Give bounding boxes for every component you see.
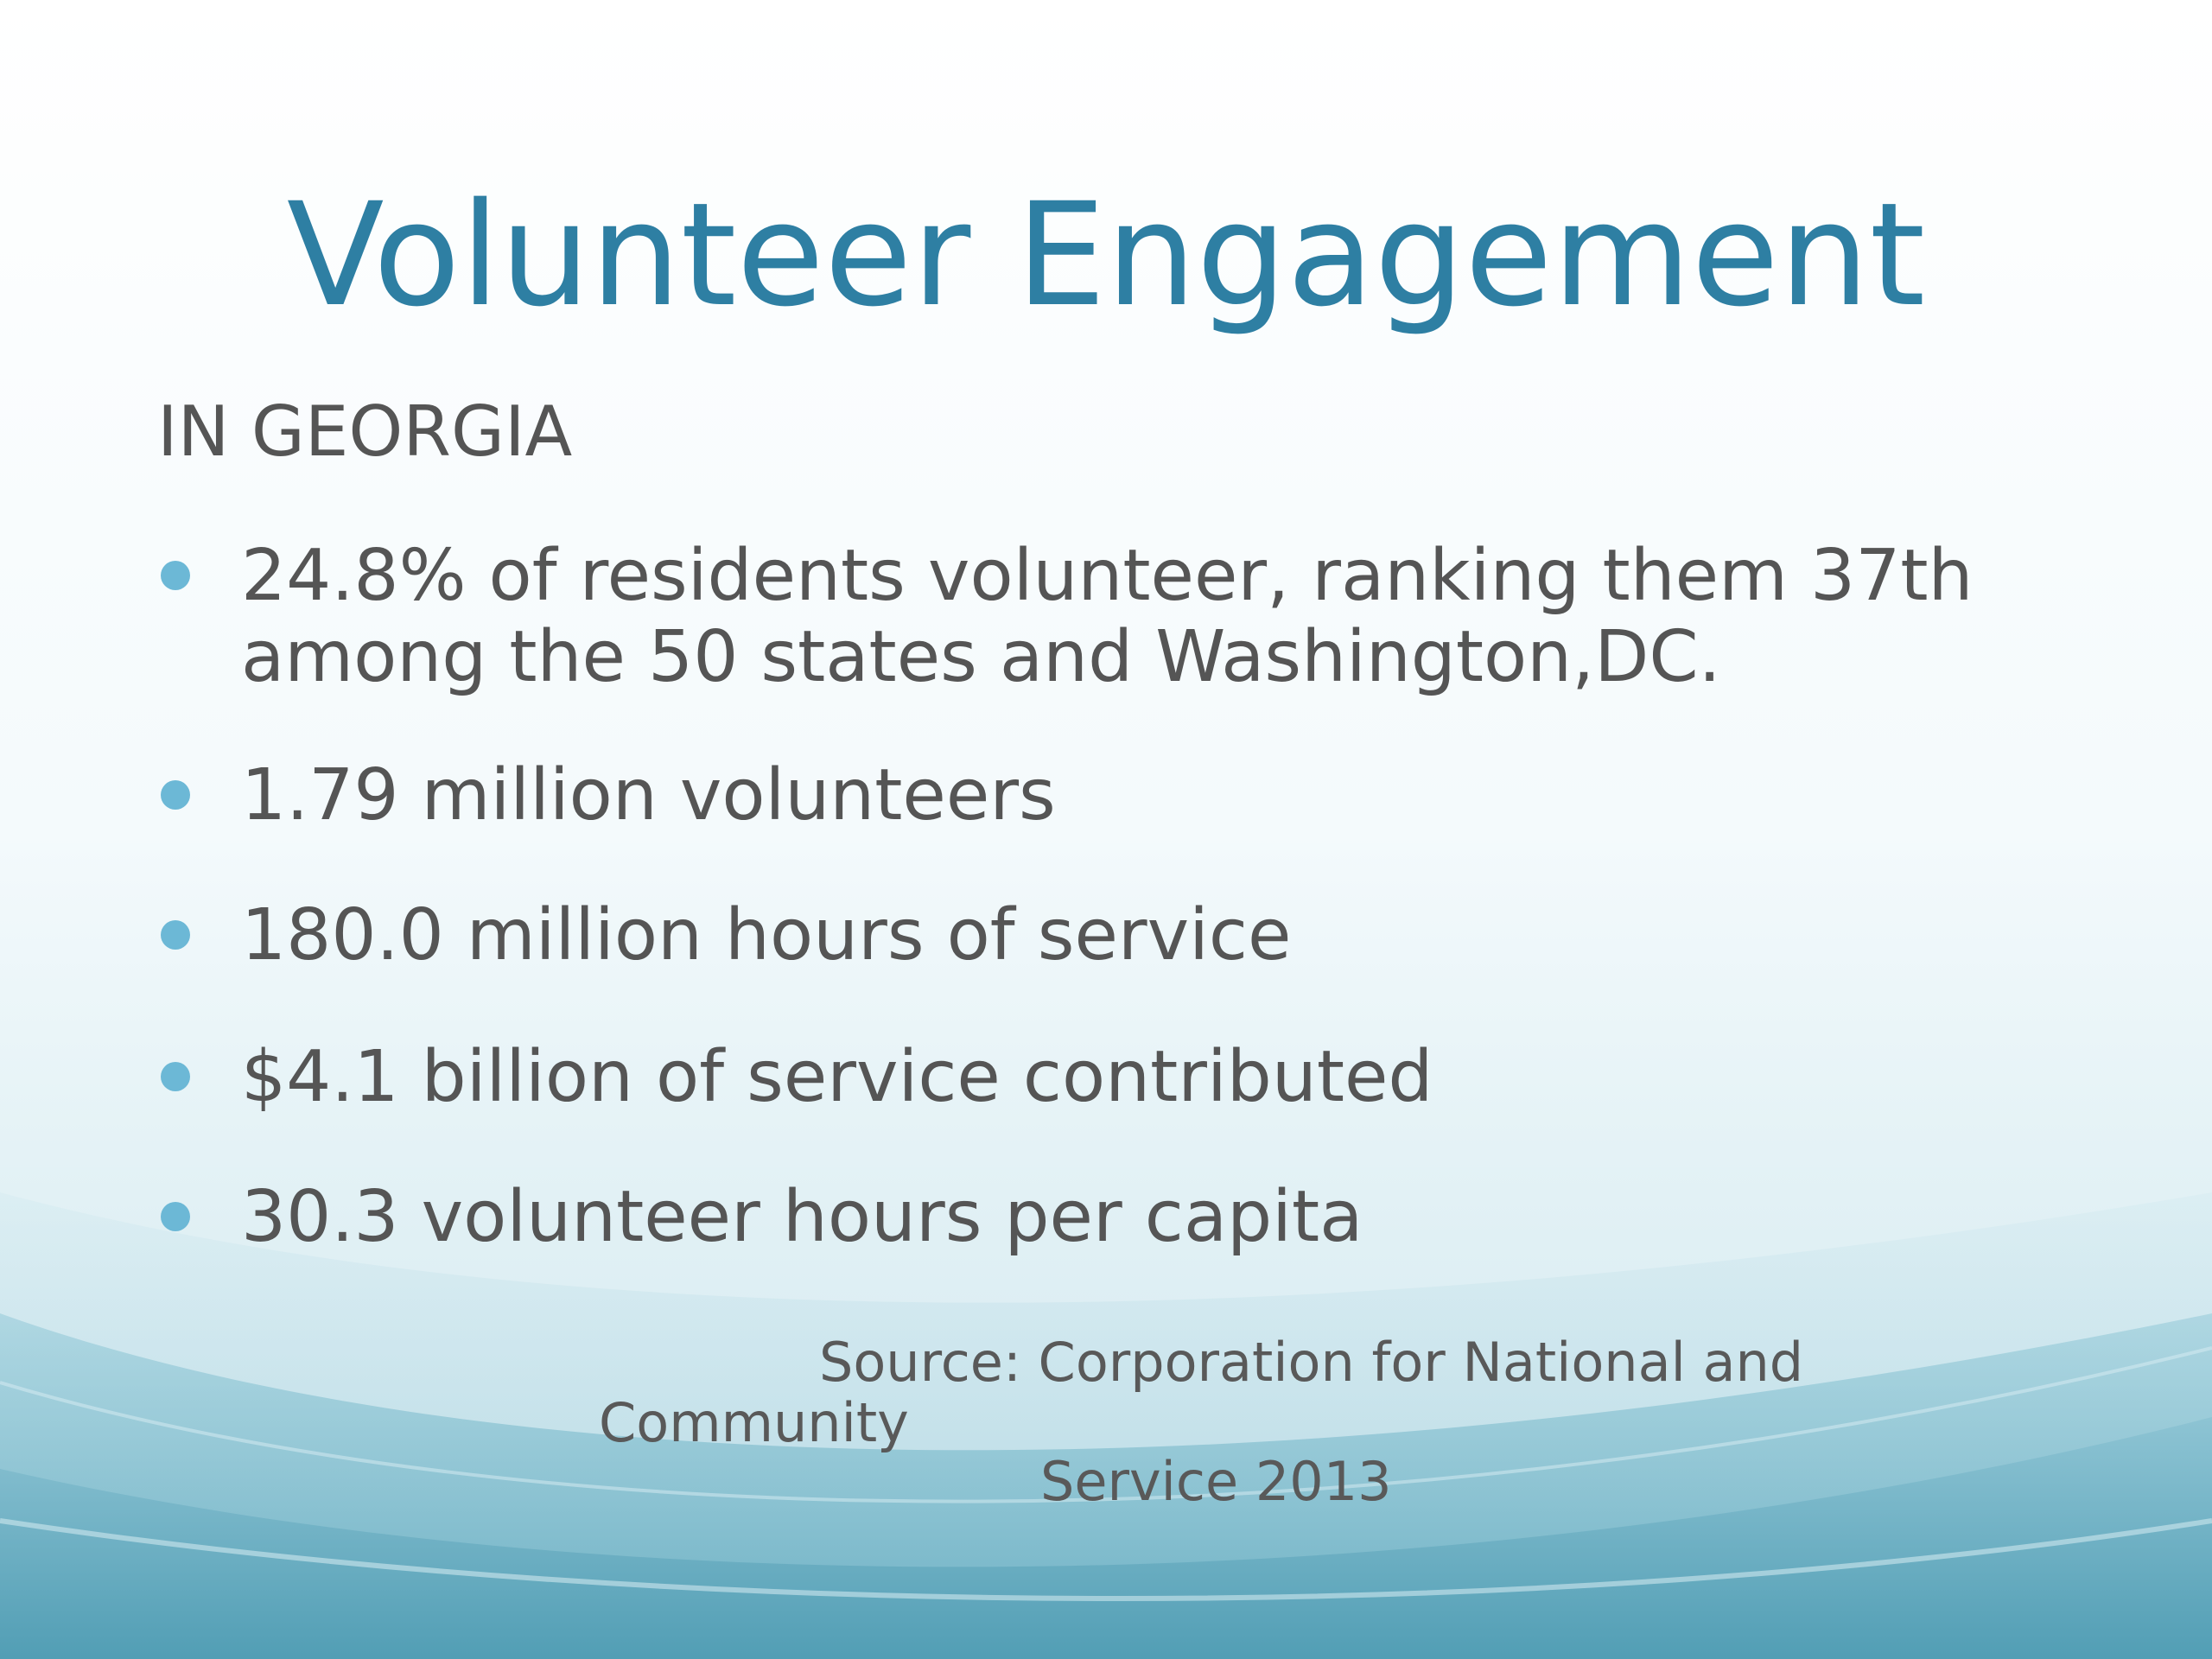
- source-line-2b: Service 2013: [1040, 1450, 1392, 1513]
- source-line-2a: Community: [599, 1391, 909, 1454]
- bullet-text: 1.79 million volunteers: [241, 754, 1056, 836]
- bullet-text: 30.3 volunteer hours per capita: [241, 1176, 1363, 1258]
- bullet-icon: [161, 920, 190, 950]
- bullet-icon: [161, 561, 190, 590]
- bullet-icon: [161, 1062, 190, 1091]
- slide-title: Volunteer Engagement: [286, 172, 1926, 338]
- slide-subtitle: IN GEORGIA: [157, 391, 573, 472]
- source-citation-cont: [0, 1331, 2212, 1570]
- source-line-1: Source: Corporation for National and: [819, 1331, 1804, 1394]
- bullet-text: 180.0 million hours of service: [241, 894, 1292, 976]
- bullet-icon: [161, 780, 190, 810]
- bullet-text: $4.1 billion of service contributed: [241, 1036, 1433, 1118]
- bullet-text: 24.8% of residents volunteer, ranking them 37th among the 50 states and Washington,DC.: [241, 535, 1974, 698]
- bullet-icon: [161, 1202, 190, 1231]
